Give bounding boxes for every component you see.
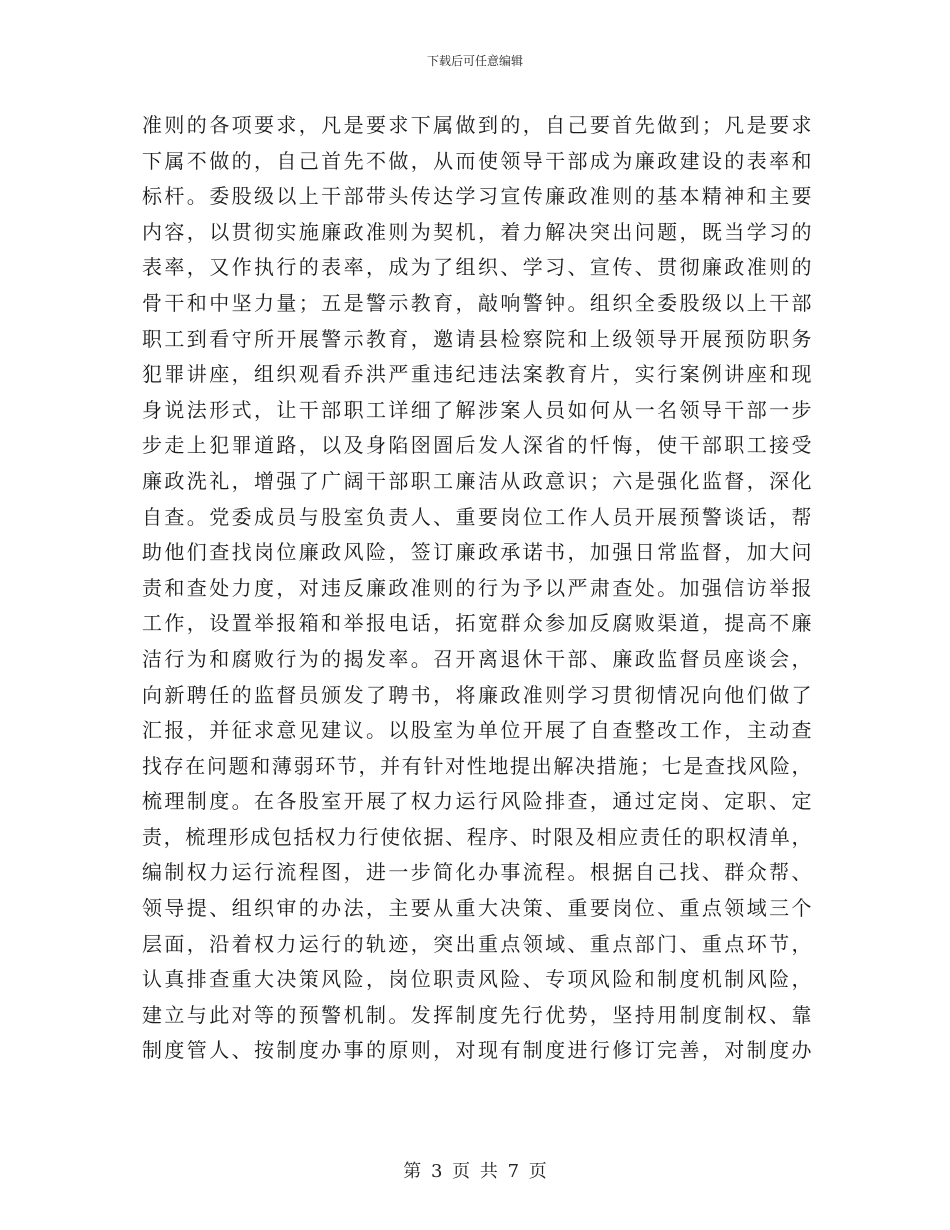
paragraph-line: 认真排查重大决策风险，岗位职责风险、专项风险和制度机制风险，: [142, 967, 812, 992]
paragraph-line: 责和查处力度，对违反廉政准则的行为予以严肃查处。加强信访举报: [142, 575, 812, 600]
paragraph-line: 骨干和中坚力量；五是警示教育，敲响警钟。组织全委股级以上干部: [142, 290, 812, 315]
paragraph-line: 编制权力运行流程图，进一步简化办事流程。根据自己找、群众帮、: [142, 860, 812, 885]
paragraph-line: 层面，沿着权力运行的轨迹，突出重点领域、重点部门、重点环节，: [142, 931, 812, 956]
page-header: 下载后可任意编辑: [426, 54, 523, 68]
paragraph-line: 工作，设置举报箱和举报电话，拓宽群众参加反腐败渠道，提高不廉: [142, 611, 812, 636]
paragraph-line: 廉政洗礼，增强了广阔干部职工廉洁从政意识；六是强化监督，深化: [142, 468, 812, 493]
paragraph-line: 下属不做的，自己首先不做，从而使领导干部成为廉政建设的表率和: [142, 148, 812, 173]
page-number-footer: 第 3 页 共 7 页: [403, 1161, 547, 1182]
paragraph-line: 准则的各项要求，凡是要求下属做到的，自己要首先做到；凡是要求: [142, 113, 812, 137]
paragraph-line: 找存在问题和薄弱环节，并有针对性地提出解决措施；七是查找风险，: [142, 753, 812, 778]
paragraph-line: 助他们查找岗位廉政风险，签订廉政承诺书，加强日常监督，加大问: [142, 540, 812, 565]
paragraph-line: 表率，又作执行的表率，成为了组织、学习、宣传、贯彻廉政准则的: [142, 255, 812, 280]
paragraph-line: 汇报，并征求意见建议。以股室为单位开展了自查整改工作，主动查: [142, 718, 812, 743]
paragraph-line: 自查。党委成员与股室负责人、重要岗位工作人员开展预警谈话，帮: [142, 504, 812, 529]
document-body: [142, 108, 812, 1069]
paragraph-line: 犯罪讲座，组织观看乔洪严重违纪违法案教育片，实行案例讲座和现: [142, 362, 812, 387]
paragraph-line: 制度管人、按制度办事的原则，对现有制度进行修订完善，对制度办: [142, 1038, 812, 1063]
paragraph-line: 职工到看守所开展警示教育，邀请县检察院和上级领导开展预防职务: [142, 326, 812, 351]
paragraph-line: 标杆。委股级以上干部带头传达学习宣传廉政准则的基本精神和主要: [142, 184, 812, 209]
paragraph-line: 内容，以贯彻实施廉政准则为契机，着力解决突出问题，既当学习的: [142, 219, 812, 244]
paragraph-line: 领导提、组织审的办法，主要从重大决策、重要岗位、重点领域三个: [142, 896, 812, 921]
paragraph-line: 向新聘任的监督员颁发了聘书，将廉政准则学习贯彻情况向他们做了: [142, 682, 812, 707]
paragraph-line: 建立与此对等的预警机制。发挥制度先行优势，坚持用制度制权、靠: [142, 1002, 812, 1027]
paragraph-line: 洁行为和腐败行为的揭发率。召开离退休干部、廉政监督员座谈会，: [142, 646, 812, 671]
paragraph-line: 梳理制度。在各股室开展了权力运行风险排查，通过定岗、定职、定: [142, 789, 812, 814]
paragraph-line: 身说法形式，让干部职工详细了解涉案人员如何从一名领导干部一步: [142, 397, 812, 422]
paragraph-line: 责，梳理形成包括权力行使依据、程序、时限及相应责任的职权清单，: [142, 824, 812, 849]
paragraph-line: 步走上犯罪道路，以及身陷囹圄后发人深省的忏悔，使干部职工接受: [142, 433, 812, 458]
